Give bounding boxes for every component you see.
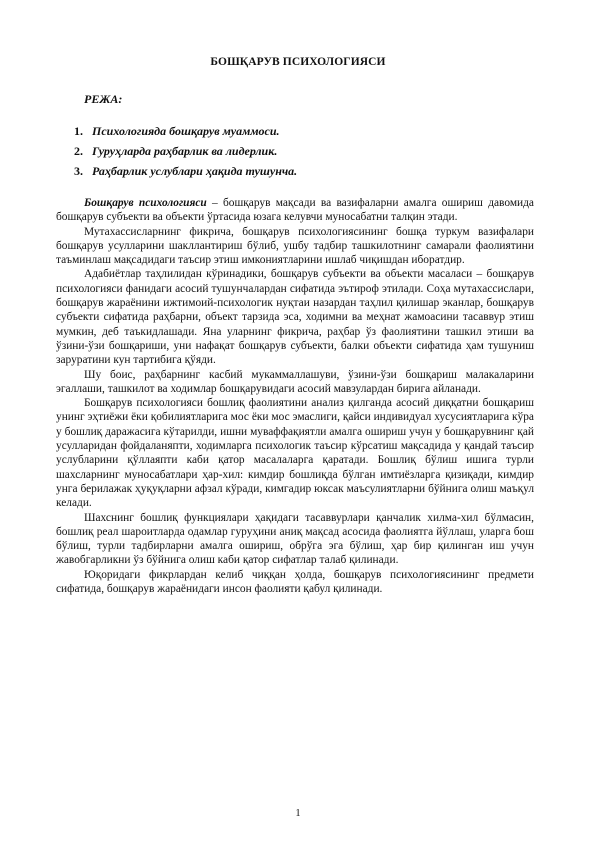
plan-item [74,121,297,141]
paragraph: Бошқарув психологияси бошлиқ фаолиятини анализ қилганда асосий диққатни бошқариш унинг эҳтиёжи ёки қобилиятларига мос ёки мос эмаслиги, қайси индивидуал хусусиятларига кўра у бошлиқ даражасига кўтарилди, ишни муваффақиятли амалга ошириш учун у бошқарувнинг қай усулларидан фойдаланяпти, ходимларга психологик таъсир кўрсатиш мақсадида у қандай таъсир услубларини қўллаяпти каби қатор масалаларга қаратади. Бошлиқ бўлиш ишига турли шахсларнинг муносабатлари ҳар-хил: кимдир бошлиқда бўлган имтиёзларга қизиқади, кимдир унга берилажак ҳуқуқларни афзал кўради, кимгадир юксак маъсулиятларни бўйнига олиш маъқул келади. [56,397,534,510]
defined-term: Бошқарув психологияси [84,197,207,209]
paragraph: Шахснинг бошлиқ функциялари ҳақидаги тасаввурлари қанчалик хилма-хил бўлмасин, бошлиқ реал шароитларда одамлар гуруҳини аниқ мақсад асосида фаолиятга йўллаш, уларга бош бўлиш, турли тадбирларни амалга ошириш, обрўга эга бўлиш, ҳар бир қилинган иш учун жавобгарликни ўз бўйнига олиш каби қатор сифатлар талаб қилинади. [56,511,534,567]
plan-item [74,161,297,181]
plan-item-number: 1. [74,124,83,138]
definition-text: – бошқарув мақсади ва вазифаларни амалга ошириш давомида бошқарув субъекти ва объекти ўртасида юзага келувчи муносабатни талқин этади. [56,197,534,224]
document-title: БОШҚАРУВ ПСИХОЛОГИЯСИ [210,56,386,68]
plan-heading: РЕЖА: [84,92,123,106]
plan-item-text: Психологияда бошқарув муаммоси. [92,124,280,138]
plan-item-text: Гуруҳларда раҳбарлик ва лидерлик. [92,144,278,158]
plan-item-number: 2. [74,144,83,158]
body-text [56,196,534,596]
paragraph-definition [56,196,534,225]
plan-item [74,141,297,161]
plan-item-text: Раҳбарлик услублари ҳақида тушунча. [92,164,298,178]
page-number: 1 [295,808,301,819]
paragraph: Адабиётлар таҳлилидан кўринадики, бошқарув субъекти ва объекти масаласи – бошқарув психологияси фанидаги асосий тушунчалардан сифатида эътироф этилади. Соҳа мутахассислари, бошқарув жараёнини ижтимоий-психологик нуқтаи назардан таҳлил қилишар эканлар, бошқарув субъекти сифатида раҳбарни, объект тарзида эса, ходимни ва меҳнат жамоасини тасаввур этиш мумкин, деб таъкидлашади. Яна уларнинг фикрича, раҳбар ўз фаолиятини ташкил этиши ва ўзини-ўзи бошқариши, уни нафақат бошқарув субъекти, балки объекти сифатида ҳам тушуниш заруратини кун тартибига қўяди. [56,268,534,367]
paragraph: Шу боис, раҳбарнинг касбий мукаммаллашуви, ўзини-ўзи бошқариш малакаларини эгаллаши, ташкилот ва ходимлар бошқарувидаги асосий мавзулардан бирига айланади. [56,368,534,395]
paragraph: Юқоридаги фикрлардан келиб чиққан ҳолда, бошқарув психологиясининг предмети сифатида, бошқарув жараёнидаги инсон фаолияти қабул қилинади. [56,568,534,596]
paragraph: Мутахассисларнинг фикрича, бошқарув психологиясининг бошқа туркум вазифалари бошқарув усулларини шакллантириш бўлиб, ушбу тадбир ташкилотнинг самарали фаолиятини таъминлаш мақсадидаги таъсир этиш имкониятларини ишлаб чиқишдан иборатдир. [56,225,534,267]
plan-item-number: 3. [74,164,83,178]
plan-list [74,121,297,181]
